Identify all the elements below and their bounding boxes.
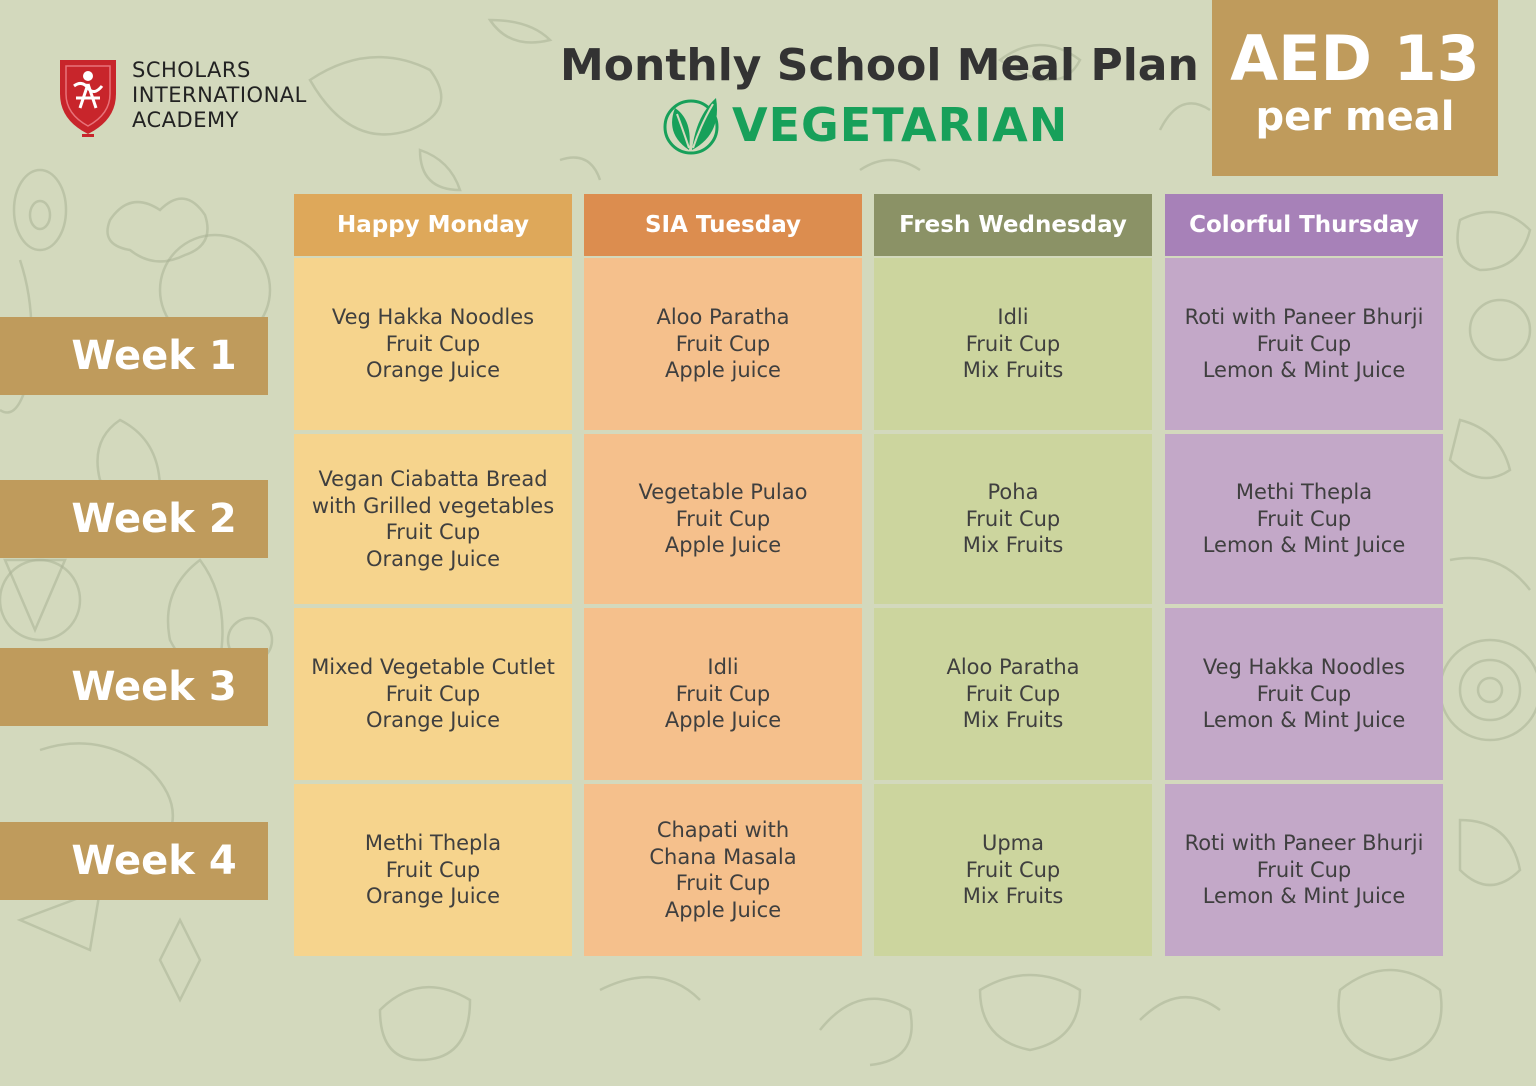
meal-item: Fruit Cup: [385, 520, 481, 544]
week-label: Week 4: [0, 822, 268, 900]
day-column: [874, 194, 1152, 956]
meal-item: Mixed Vegetable Cutlet: [311, 655, 555, 680]
meal-item: Poha: [987, 480, 1039, 505]
meal-cell: [584, 434, 862, 604]
meal-item: Roti with Paneer Bhurji: [1184, 831, 1424, 856]
meal-item: Lemon & Mint Juice: [1202, 358, 1406, 383]
meal-cell: [584, 784, 862, 956]
meal-item: Aloo Paratha: [946, 655, 1080, 680]
meal-item: Methi Thepla: [364, 831, 502, 856]
meal-cell: [294, 784, 572, 956]
meal-item: Lemon & Mint Juice: [1202, 708, 1406, 733]
price-unit: per meal: [1255, 94, 1455, 140]
meal-cell: [874, 608, 1152, 780]
day-header: Fresh Wednesday: [874, 194, 1152, 256]
sia-shield-logo-icon: [56, 54, 120, 138]
meal-item: Fruit Cup: [675, 506, 771, 531]
day-column: [294, 194, 572, 956]
meal-item: Apple Juice: [664, 708, 782, 733]
week-label: Week 1: [0, 317, 268, 395]
meal-cell: [1165, 434, 1443, 604]
meal-item: Chana Masala: [649, 844, 797, 869]
meal-item: Veg Hakka Noodles: [331, 305, 535, 330]
meal-item: Upma: [981, 831, 1045, 856]
school-name-line: SCHOLARS: [132, 58, 251, 82]
meal-cell: [294, 608, 572, 780]
price-badge: [1212, 0, 1498, 176]
meal-item: Vegetable Pulao: [638, 480, 808, 505]
meal-item: Fruit Cup: [385, 331, 481, 356]
diet-type: VEGETARIAN: [732, 98, 1069, 152]
meal-item: Methi Thepla: [1235, 480, 1373, 505]
meal-cell: [584, 608, 862, 780]
meal-item: Fruit Cup: [1256, 506, 1352, 531]
meal-item: Orange Juice: [365, 358, 501, 383]
leaf-icon: [662, 94, 720, 156]
meal-item: Fruit Cup: [965, 506, 1061, 531]
meal-item: Orange Juice: [365, 884, 501, 909]
meal-cell: [584, 258, 862, 430]
week-label: Week 3: [0, 648, 268, 726]
meal-item: Fruit Cup: [965, 331, 1061, 356]
meal-item: Fruit Cup: [385, 857, 481, 882]
day-header: Happy Monday: [294, 194, 572, 256]
meal-item: Fruit Cup: [675, 331, 771, 356]
meal-item: with Grilled vegetables: [311, 493, 555, 518]
meal-item: Fruit Cup: [965, 681, 1061, 706]
meal-item: Fruit Cup: [675, 681, 771, 706]
meal-item: Fruit Cup: [1256, 331, 1352, 356]
school-logo: [56, 54, 336, 144]
meal-item: Roti with Paneer Bhurji: [1184, 305, 1424, 330]
meal-item: Mix Fruits: [962, 533, 1064, 558]
meal-item: Chapati with: [656, 818, 790, 842]
meal-item: Idli: [997, 305, 1029, 330]
meal-item: Fruit Cup: [1256, 857, 1352, 882]
meal-cell: [874, 784, 1152, 956]
school-name-line: INTERNATIONAL: [132, 83, 307, 107]
meal-item: Fruit Cup: [385, 681, 481, 706]
meal-cell: [1165, 258, 1443, 430]
school-name-line: ACADEMY: [132, 108, 239, 132]
week-label: Week 2: [0, 480, 268, 558]
meal-item: Apple juice: [665, 358, 781, 383]
meal-item: Vegan Ciabatta Bread: [318, 467, 548, 491]
meal-item: Lemon & Mint Juice: [1202, 533, 1406, 558]
meal-item: Mix Fruits: [962, 358, 1064, 383]
meal-item: Orange Juice: [365, 708, 501, 733]
school-name: [132, 58, 307, 133]
meal-item: Apple Juice: [664, 897, 782, 922]
day-column: [1165, 194, 1443, 956]
meal-item: Fruit Cup: [1256, 681, 1352, 706]
meal-item: Mix Fruits: [962, 884, 1064, 909]
meal-item: Apple Juice: [664, 533, 782, 558]
price-amount: AED 13: [1230, 22, 1480, 95]
meal-item: Aloo Paratha: [656, 305, 790, 330]
day-header: SIA Tuesday: [584, 194, 862, 256]
meal-item: Veg Hakka Noodles: [1202, 655, 1406, 680]
meal-item: Lemon & Mint Juice: [1202, 884, 1406, 909]
meal-cell: [294, 258, 572, 430]
page-title: Monthly School Meal Plan: [560, 40, 1199, 91]
meal-cell: [874, 258, 1152, 430]
meal-item: Idli: [707, 655, 739, 680]
meal-cell: [294, 434, 572, 604]
day-column: [584, 194, 862, 956]
meal-cell: [1165, 784, 1443, 956]
day-header: Colorful Thursday: [1165, 194, 1443, 256]
meal-item: Fruit Cup: [675, 871, 771, 895]
meal-item: Fruit Cup: [965, 857, 1061, 882]
meal-cell: [874, 434, 1152, 604]
meal-item: Orange Juice: [365, 546, 501, 571]
meal-item: Mix Fruits: [962, 708, 1064, 733]
meal-cell: [1165, 608, 1443, 780]
page-subtitle: [660, 92, 1069, 162]
